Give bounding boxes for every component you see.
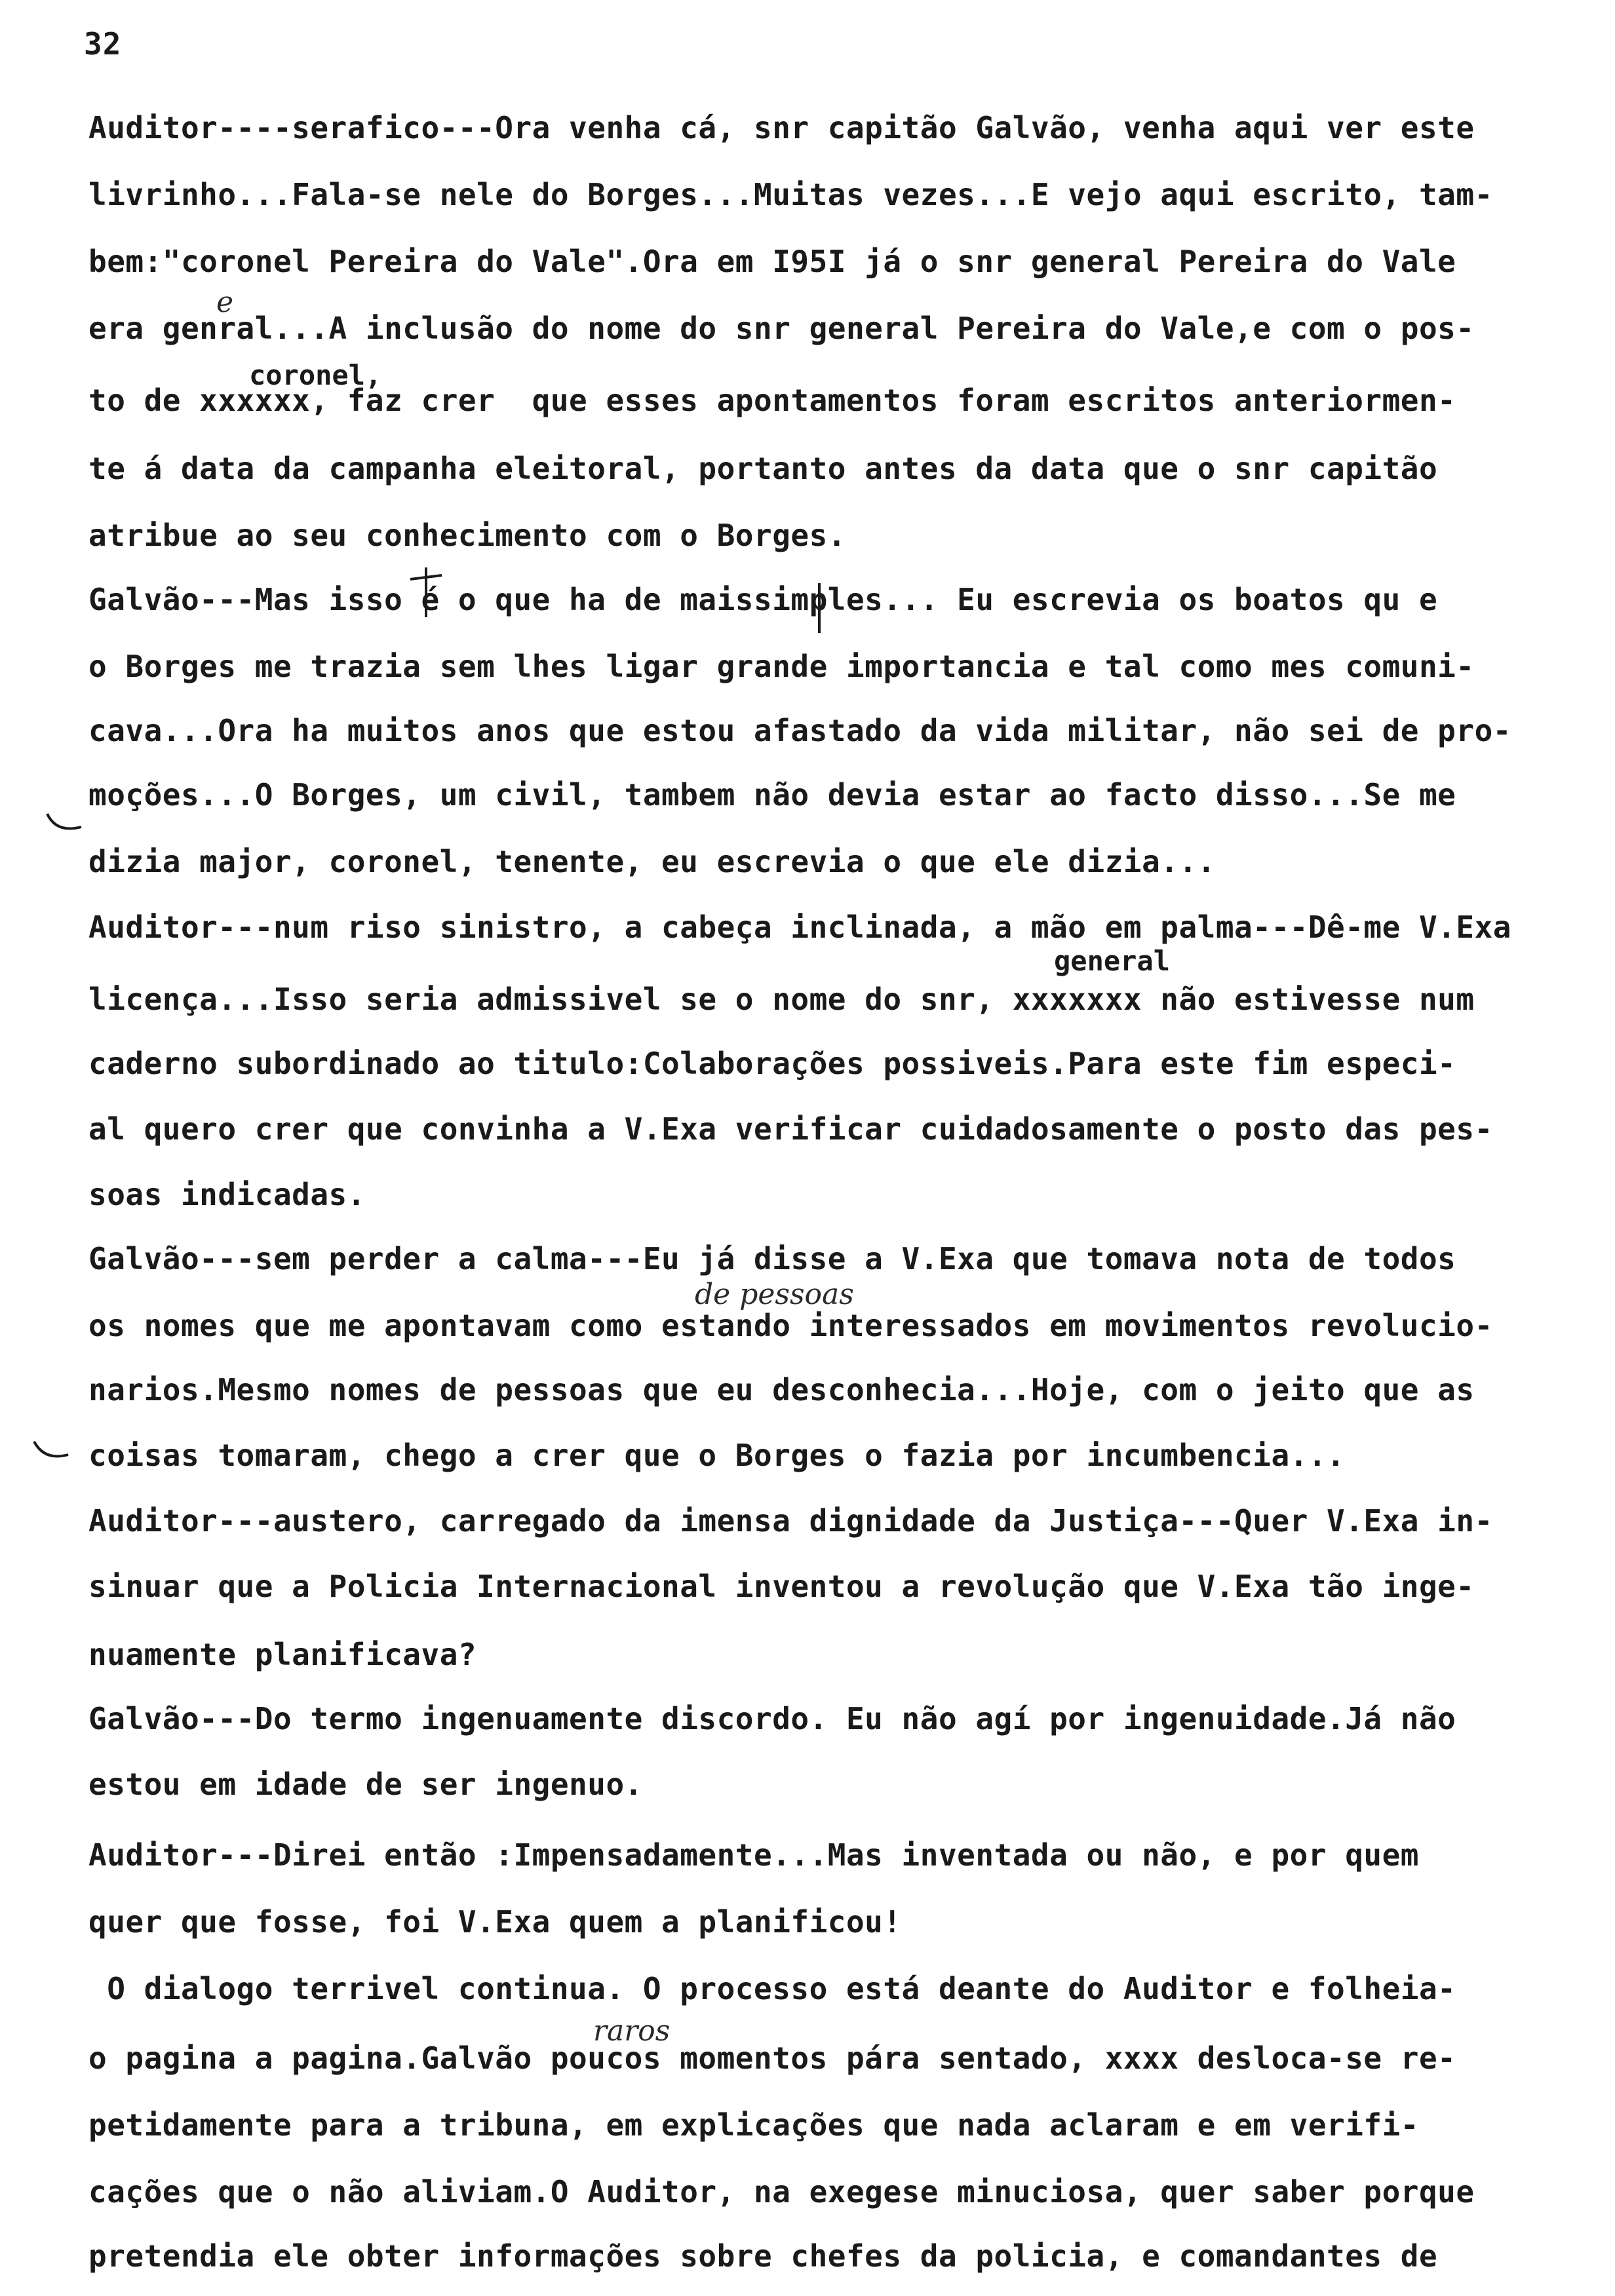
text-line: cava...Ora ha muitos anos que estou afastado da vida militar, não sei de pro- (88, 713, 1511, 748)
text-line: era genral...A inclusão do nome do snr general Pereira do Vale,e com o pos- (88, 311, 1475, 346)
text-line: o pagina a pagina.Galvão poucos momentos pára sentado, xxxx desloca-se re- (88, 2040, 1456, 2076)
text-line: atribue ao seu conhecimento com o Borges. (88, 518, 846, 553)
text-line: livrinho...Fala-se nele do Borges...Muitas vezes...E vejo aqui escrito, tam- (88, 177, 1493, 212)
text-line: coisas tomaram, chego a crer que o Borges o fazia por incumbencia... (88, 1438, 1346, 1473)
text-line: os nomes que me apontavam como estando interessados em movimentos revolucio- (88, 1308, 1493, 1343)
text-line: O dialogo terrivel continua. O processo está deante do Auditor e folheia- (88, 1971, 1456, 2006)
text-line: moções...O Borges, um civil, tambem não devia estar ao facto disso...Se me (88, 777, 1456, 813)
text-line: o Borges me trazia sem lhes ligar grande importancia e tal como mes comuni- (88, 649, 1475, 684)
text-line: Galvão---Do termo ingenuamente discordo. Eu não agí por ingenuidade.Já não (88, 1701, 1456, 1736)
text-line: Galvão---sem perder a calma---Eu já disse a V.Exa que tomava nota de todos (88, 1241, 1456, 1276)
typed-correction-general: general (1054, 945, 1171, 977)
text-line: bem:"coronel Pereira do Vale".Ora em I95I já o snr general Pereira do Vale (88, 244, 1456, 279)
handwritten-raros: raros (593, 2014, 671, 2048)
text-line: al quero crer que convinha a V.Exa verificar cuidadosamente o posto das pes- (88, 1111, 1493, 1147)
text-line: soas indicadas. (88, 1177, 366, 1212)
handwritten-e: e (216, 286, 234, 319)
text-line: Auditor---num riso sinistro, a cabeça inclinada, a mão em palma---Dê-me V.Exa (88, 909, 1511, 945)
text-line: dizia major, coronel, tenente, eu escrevia o que ele dizia... (88, 844, 1216, 879)
text-line: nuamente planificava? (88, 1637, 477, 1672)
text-line: narios.Mesmo nomes de pessoas que eu desconhecia...Hoje, com o jeito que as (88, 1372, 1475, 1407)
margin-mark-icon (31, 1439, 71, 1465)
text-line: cações que o não aliviam.O Auditor, na exegese minuciosa, quer saber porque (88, 2174, 1475, 2210)
text-line: te á data da campanha eleitoral, portanto antes da data que o snr capitão (88, 451, 1438, 486)
page-number: 32 (84, 26, 122, 62)
text-line: caderno subordinado ao titulo:Colaborações possiveis.Para este fim especi- (88, 1046, 1456, 1081)
text-line: Auditor----serafico---Ora venha cá, snr capitão Galvão, venha aqui ver este (88, 110, 1475, 145)
text-line: Galvão---Mas isso é o que ha de maissimples... Eu escrevia os boatos qu e (88, 582, 1438, 617)
insertion-mark-icon (406, 565, 446, 624)
text-line: petidamente para a tribuna, em explicações que nada aclaram e em verifi- (88, 2107, 1419, 2143)
text-line: sinuar que a Policia Internacional inventou a revolução que V.Exa tão inge- (88, 1569, 1475, 1604)
typed-correction-coronel: coronel, (249, 359, 382, 391)
text-line: to de xxxxxx, faz crer que esses apontamentos foram escritos anteriormen- (88, 383, 1456, 418)
margin-mark-icon (45, 811, 84, 837)
text-line: Auditor---Direi então :Impensadamente...Mas inventada ou não, e por quem (88, 1837, 1419, 1873)
insertion-mark-icon (809, 582, 829, 634)
text-line: pretendia ele obter informações sobre chefes da policia, e comandantes de (88, 2238, 1438, 2274)
handwritten-de-pessoas: de pessoas (695, 1278, 854, 1311)
text-line: Auditor---austero, carregado da imensa dignidade da Justiça---Quer V.Exa in- (88, 1503, 1493, 1539)
text-line: quer que fosse, foi V.Exa quem a planificou! (88, 1904, 902, 1940)
text-line: licença...Isso seria admissivel se o nome do snr, xxxxxxx não estivesse num (88, 982, 1475, 1017)
text-line: estou em idade de ser ingenuo. (88, 1767, 643, 1802)
